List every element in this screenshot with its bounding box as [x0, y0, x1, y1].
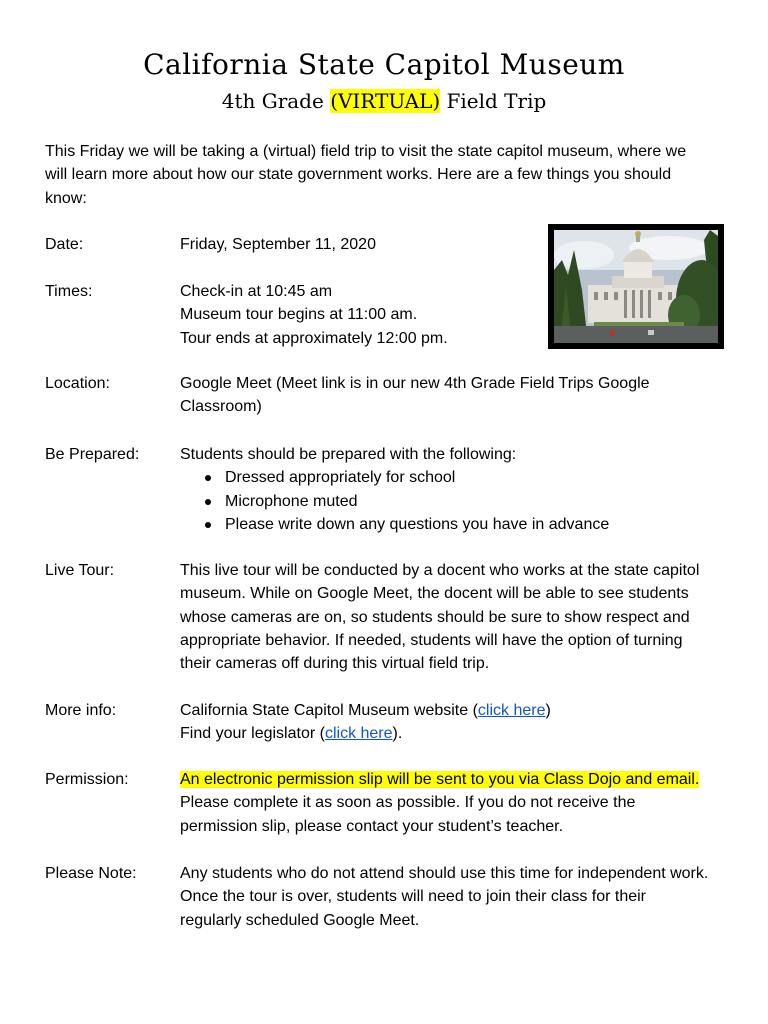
note-line: regularly scheduled Google Meet.	[180, 911, 420, 929]
document-subtitle	[0, 89, 768, 113]
location-value	[180, 372, 725, 419]
date-label: Date:	[45, 236, 84, 253]
museum-website-text: California State Capitol Museum website (	[180, 702, 478, 719]
subtitle-suffix: Field Trip	[440, 89, 547, 113]
times-line: Tour ends at approximately 12:00 pm.	[180, 329, 448, 347]
intro-line: will learn more about how our state government works. Here are a few things you should	[45, 166, 672, 184]
times-values	[180, 280, 725, 350]
subtitle-prefix: 4th Grade	[221, 89, 331, 113]
location-line: Classroom)	[180, 398, 262, 416]
prepared-list	[180, 466, 725, 536]
live-tour-line: appropriate behavior. If needed, students will have the option of turning	[180, 631, 683, 649]
museum-website-line	[180, 699, 725, 722]
times-line: Check-in at 10:45 am	[180, 283, 333, 300]
permission-label: Permission:	[45, 771, 129, 788]
museum-website-link[interactable]: click here	[477, 702, 546, 719]
times-row	[45, 280, 725, 350]
live-tour-line: whose cameras are on, so students should be sure to show respect and	[180, 608, 690, 626]
permission-values	[180, 768, 725, 838]
legislator-close: ).	[392, 725, 403, 743]
live-tour-line: their cameras off during this virtual field trip.	[180, 655, 490, 673]
intro-paragraph	[45, 140, 735, 210]
permission-row	[45, 768, 725, 838]
note-line: Any students who do not attend should use this time for independent work.	[180, 865, 709, 882]
permission-line: permission slip, please contact your student’s teacher.	[180, 817, 564, 835]
live-tour-label: Live Tour:	[45, 562, 115, 579]
live-tour-line: This live tour will be conducted by a docent who works at the state capitol	[180, 562, 700, 579]
times-line: Museum tour begins at 11:00 am.	[180, 306, 418, 324]
live-tour-line: museum. While on Google Meet, the docent will be able to see students	[180, 585, 689, 603]
note-line: Once the tour is over, students will need to join their class for their	[180, 888, 647, 906]
prepared-values	[180, 443, 725, 536]
more-info-row	[45, 699, 725, 746]
subtitle-virtual-highlight: (VIRTUAL)	[330, 89, 441, 113]
note-row	[45, 862, 725, 932]
legislator-link[interactable]: click here	[324, 725, 393, 743]
location-label: Location:	[45, 375, 110, 392]
more-info-label: More info:	[45, 702, 117, 719]
prepared-row	[45, 443, 725, 537]
live-tour-row	[45, 559, 725, 676]
museum-website-close: )	[545, 702, 551, 719]
location-row	[45, 372, 725, 419]
prepared-label: Be Prepared:	[45, 446, 140, 463]
note-values	[180, 862, 725, 932]
permission-highlight-line	[180, 768, 725, 791]
list-item: Dressed appropriately for school	[225, 466, 725, 489]
date-value: Friday, September 11, 2020	[180, 236, 376, 253]
permission-highlight: An electronic permission slip will be sent to you via Class Dojo and email.	[180, 771, 700, 788]
more-info-values	[180, 699, 725, 746]
intro-line: This Friday we will be taking a (virtual) field trip to visit the state capitol museum, where we	[45, 143, 687, 160]
note-label: Please Note:	[45, 865, 137, 882]
prepared-intro: Students should be prepared with the following:	[180, 446, 517, 463]
list-item: Microphone muted	[225, 490, 725, 513]
legislator-line	[180, 722, 725, 745]
live-tour-values	[180, 559, 725, 675]
legislator-text: Find your legislator (	[180, 725, 325, 743]
date-row	[45, 233, 725, 257]
intro-line: know:	[45, 189, 87, 207]
list-item: Please write down any questions you have in advance	[225, 513, 725, 536]
document-title: California State Capitol Museum	[143, 48, 625, 81]
times-label: Times:	[45, 283, 93, 300]
permission-line: Please complete it as soon as possible. If you do not receive the	[180, 794, 636, 812]
location-line: Google Meet (Meet link is in our new 4th Grade Field Trips Google	[180, 375, 650, 392]
